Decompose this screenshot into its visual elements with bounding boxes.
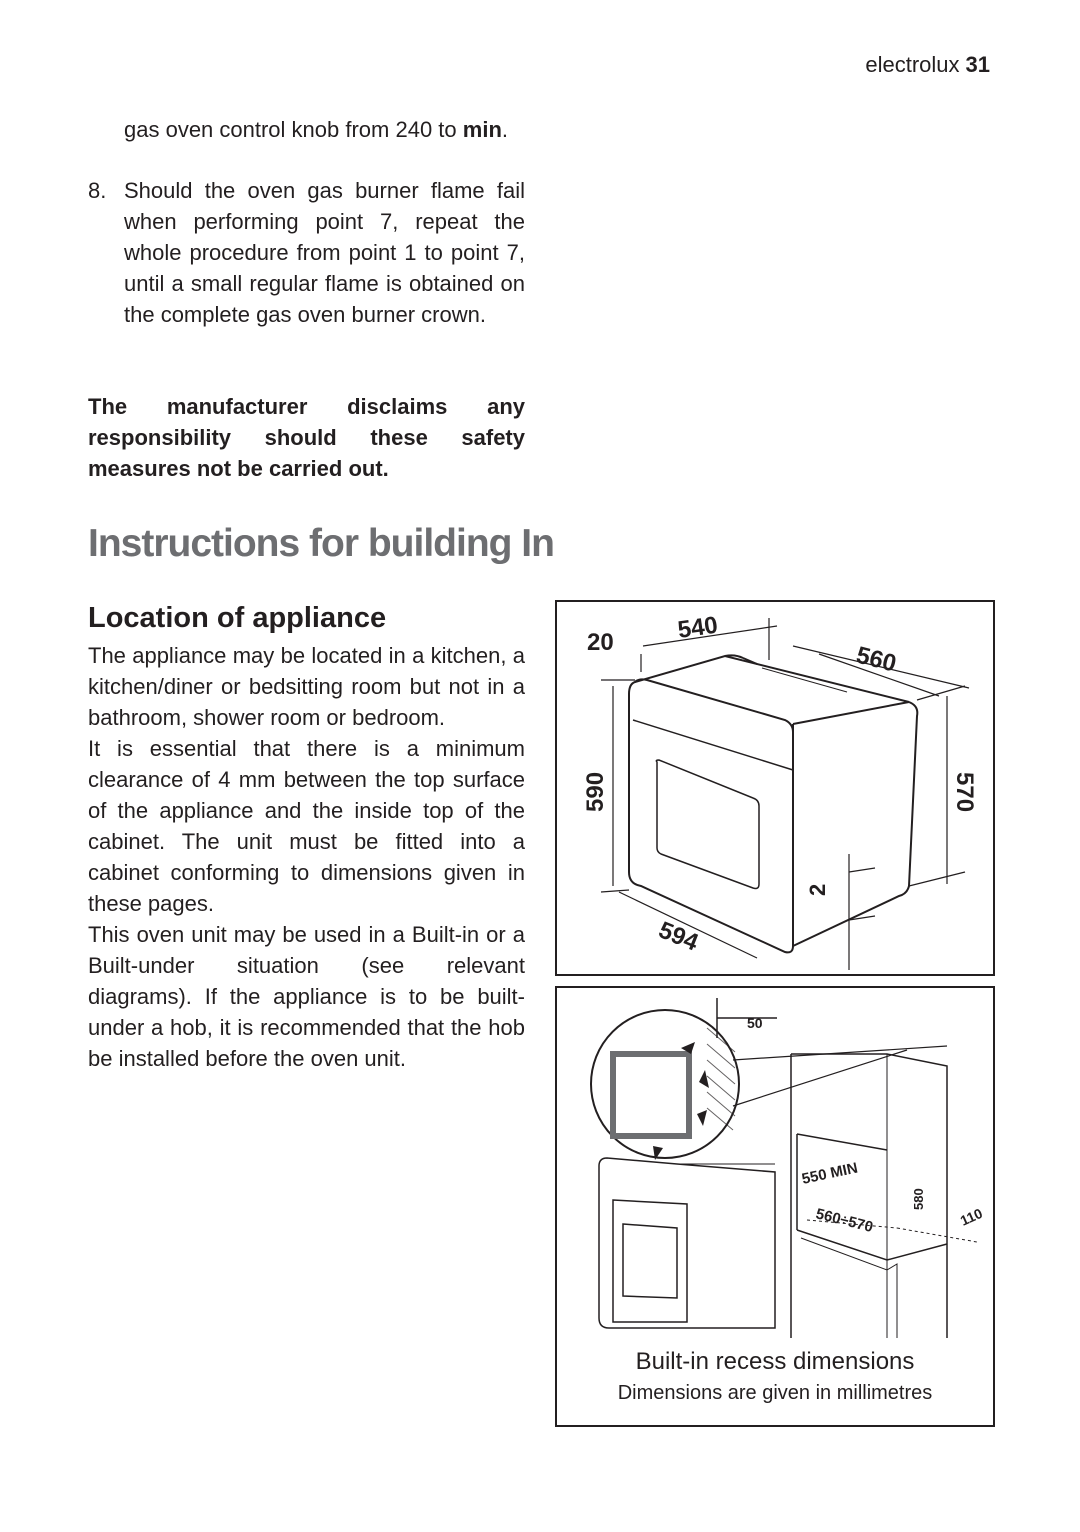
oven-dimensions-figure bbox=[555, 600, 995, 976]
dim-590-label: 590 bbox=[582, 771, 609, 812]
dim-580-label: 580 bbox=[911, 1188, 926, 1210]
figure-subcaption: Dimensions are given in millimetres bbox=[617, 1382, 933, 1404]
page-header bbox=[865, 52, 990, 78]
built-in-recess-diagram bbox=[557, 988, 993, 1338]
body-text bbox=[88, 640, 525, 1074]
step-continuation bbox=[124, 114, 525, 145]
dim-560-570-label: 560÷570 bbox=[814, 1205, 875, 1236]
brand-name: electrolux bbox=[865, 52, 960, 77]
dim-2-label: 2 bbox=[805, 883, 830, 896]
warning-text: The manufacturer disclaims any responsibility should these safety measures not be carried out. bbox=[88, 394, 525, 481]
oven-dimensions-diagram bbox=[557, 602, 993, 974]
step-number: 8. bbox=[88, 178, 107, 203]
subsection-title: Location of appliance bbox=[88, 602, 387, 634]
dim-560-label: 560 bbox=[853, 641, 899, 678]
figure-caption: Built-in recess dimensions bbox=[635, 1348, 915, 1375]
body-paragraph: The appliance may be located in a kitchen, a kitchen/diner or bedsitting room but not in a bathroom, shower room or bedroom. bbox=[88, 643, 525, 730]
built-in-recess-figure bbox=[555, 986, 995, 1427]
step-continuation-text: gas oven control knob from 240 to bbox=[124, 117, 463, 142]
section-title: Instructions for building In bbox=[88, 522, 554, 565]
page-number: 31 bbox=[965, 52, 990, 77]
step-continuation-after: . bbox=[501, 117, 509, 142]
dim-594-label: 594 bbox=[654, 916, 702, 957]
step-continuation-bold: min bbox=[462, 117, 502, 142]
dim-540-label: 540 bbox=[676, 611, 720, 644]
dim-50-label: 50 bbox=[747, 1015, 763, 1031]
dim-570-label: 570 bbox=[951, 772, 978, 813]
dim-20-label: 20 bbox=[587, 629, 614, 656]
dim-110-label: 110 bbox=[957, 1204, 985, 1229]
step-text: Should the oven gas burner flame fail when performing point 7, repeat the whole procedure from point 1 to point 7, until a small regular flame is obtained on the complete gas oven burner crown. bbox=[124, 178, 525, 327]
step-8 bbox=[88, 175, 525, 330]
body-paragraph: It is essential that there is a minimum clearance of 4 mm between the top surface of the appliance and the inside top of the cabinet. The unit must be fitted into a cabinet conforming to dimensions given in these pages. bbox=[88, 736, 525, 916]
dim-550-label: 550 MIN bbox=[800, 1159, 860, 1188]
body-paragraph: This oven unit may be used in a Built-in or a Built-under situation (see relevant diagrams). If the appliance is to be built-under a hob, it is recommended that the hob be installed before the oven unit. bbox=[88, 922, 525, 1071]
